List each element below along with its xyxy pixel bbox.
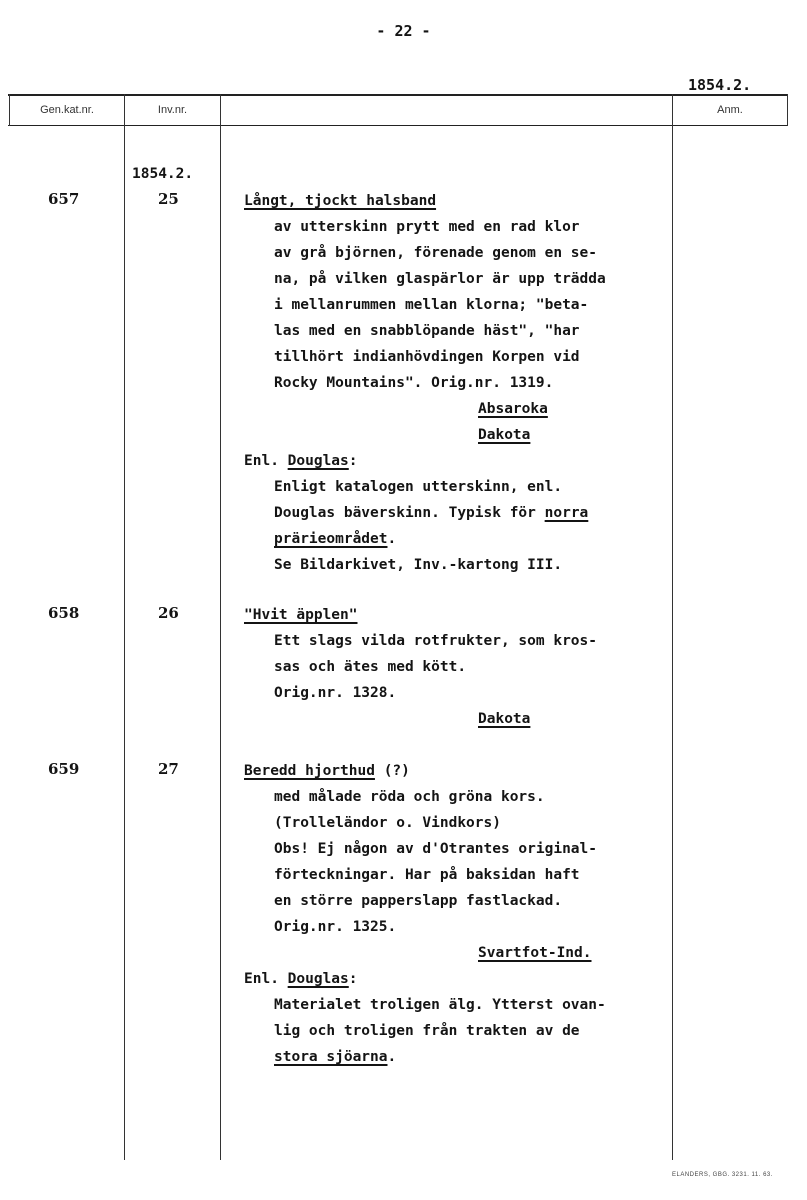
year-header: 1854.2. (688, 76, 752, 94)
entry-line: av utterskinn prytt med en rad klor (274, 219, 580, 235)
note-line: Materialet troligen älg. Ytterst ovan- (274, 997, 606, 1013)
entry-title: Långt, tjockt halsband (244, 193, 437, 209)
column-header-inv: Inv.nr. (157, 104, 188, 116)
note-underlined-region: stora sjöarna (274, 1049, 388, 1065)
note-period: . (387, 1049, 397, 1065)
printer-imprint: ELANDERS, GBG. 3231. 11. 63. (672, 1172, 773, 1178)
gen-kat-number: 657 (48, 190, 80, 208)
entry-line: Obs! Ej någon av d'Otrantes original- (274, 841, 598, 857)
note-underlined-region: prärieområdet (274, 531, 388, 547)
tribe-label: Svartfot-Ind. (478, 945, 592, 961)
title-suffix: (?) (383, 763, 410, 779)
note-source: Douglas (287, 453, 349, 469)
entry-line: tillhört indianhövdingen Korpen vid (274, 349, 580, 365)
entry-line: Rocky Mountains". Orig.nr. 1319. (274, 375, 554, 391)
note-label: Enl. (244, 453, 279, 469)
column-divider-inv (124, 94, 125, 1160)
entry-line: i mellanrummen mellan klorna; "beta- (274, 297, 589, 313)
entry-line: las med en snabblöpande häst", "har (274, 323, 580, 339)
entry-title-line (244, 758, 410, 784)
inv-number: 26 (158, 604, 179, 622)
entry-title: Beredd hjorthud (244, 763, 375, 779)
page-number: - 22 - (376, 22, 431, 40)
note-line: Se Bildarkivet, Inv.-kartong III. (274, 557, 563, 573)
inv-number: 27 (158, 760, 179, 778)
entry-line: Ett slags vilda rotfrukter, som kros- (274, 633, 598, 649)
entry-line: med målade röda och gröna kors. (274, 789, 545, 805)
note-colon: : (348, 971, 358, 987)
entry-line: Orig.nr. 1328. (274, 685, 397, 701)
column-header-gen-kat: Gen.kat.nr. (40, 104, 94, 116)
tribe-label: Dakota (478, 711, 531, 727)
note-line: lig och troligen från trakten av de (274, 1023, 580, 1039)
note-line: Enligt katalogen utterskinn, enl. (274, 479, 563, 495)
note-colon: : (348, 453, 358, 469)
column-divider-text (220, 94, 221, 1160)
note-period: . (387, 531, 397, 547)
note-source: Douglas (287, 971, 349, 987)
note-line (244, 448, 358, 474)
note-label: Enl. (244, 971, 279, 987)
note-line (244, 966, 358, 992)
note-underlined-word: norra (544, 505, 589, 521)
tribe-label: Absaroka (478, 401, 548, 417)
note-line (274, 500, 588, 526)
entry-line: (Trolleländor o. Vindkors) (274, 815, 501, 831)
entry-title: "Hvit äpplen" (244, 607, 358, 623)
entry-line: av grå björnen, förenade genom en se- (274, 245, 598, 261)
gen-kat-number: 658 (48, 604, 80, 622)
inv-number: 25 (158, 190, 179, 208)
inv-series: 1854.2. (132, 166, 194, 182)
note-line (274, 526, 396, 552)
entry-line: Orig.nr. 1325. (274, 919, 397, 935)
column-divider-anm (672, 94, 673, 1160)
entry-line: en större papperslapp fastlackad. (274, 893, 563, 909)
column-header-anm: Anm. (717, 104, 743, 116)
header-bottom-rule (8, 125, 788, 126)
entry-line: förteckningar. Har på baksidan haft (274, 867, 580, 883)
header-top-rule (8, 94, 788, 96)
gen-kat-number: 659 (48, 760, 80, 778)
entry-line: na, på vilken glaspärlor är upp trädda (274, 271, 606, 287)
entry-line: sas och ätes med kött. (274, 659, 467, 675)
note-text: Douglas bäverskinn. Typisk för (274, 505, 536, 521)
tribe-label: Dakota (478, 427, 531, 443)
right-border (787, 94, 788, 126)
note-line (274, 1044, 396, 1070)
